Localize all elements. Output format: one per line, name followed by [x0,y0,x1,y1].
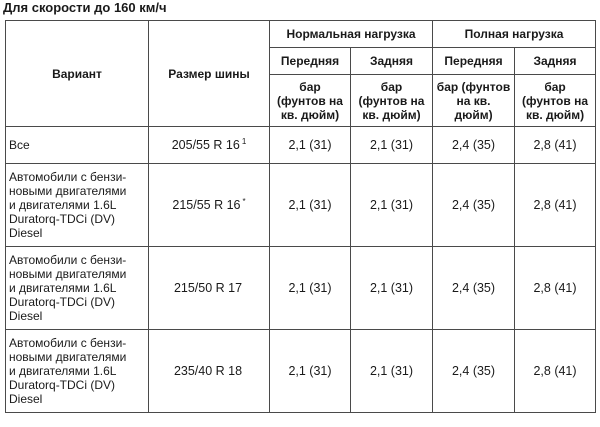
unit-header [515,75,596,127]
pressure-cell: 2,1 (31) [270,127,351,164]
table-row [6,127,596,164]
variant-cell [6,247,149,330]
footnote-mark: 1 [241,137,247,146]
tire-pressure-table [5,20,596,413]
variant-label: Автомобили с бензи- новыми двигателями и двигателями 1.6L Duratorq-TDCi (DV) Diesel [9,253,127,323]
pressure-cell: 2,1 (31) [351,127,433,164]
variant-cell [6,127,149,164]
unit-header [351,75,433,127]
pressure-cell: 2,8 (41) [515,127,596,164]
pressure-cell: 2,1 (31) [270,247,351,330]
pressure-cell: 2,8 (41) [515,330,596,413]
pressure-cell: 2,8 (41) [515,164,596,247]
tire-size-value: 215/55 R 16 [172,198,241,212]
unit-label: бар (фунтов на кв. дюйм) [277,79,343,122]
normal-load-header: Нормальная нагрузка [270,21,433,48]
pressure-cell: 2,1 (31) [351,330,433,413]
unit-header [433,75,515,127]
tire-size-cell [149,330,270,413]
tire-size-header: Размер шины [149,21,270,127]
full-load-header: Полная нагрузка [433,21,596,48]
tire-size-cell [149,247,270,330]
tire-size-value: 205/55 R 16 [171,138,240,152]
pressure-cell: 2,1 (31) [351,164,433,247]
pressure-cell: 2,4 (35) [433,330,515,413]
unit-label: бар (фунтов на кв. дюйм) [436,79,511,122]
pressure-cell: 2,1 (31) [351,247,433,330]
tire-size-value: 215/50 R 17 [173,281,243,295]
variant-label: Автомобили с бензи- новыми двигателями и двигателями 1.6L Duratorq-TDCi (DV) Diesel [9,170,127,240]
full-rear-header: Задняя [515,48,596,75]
table-row [6,164,596,247]
table-row [6,247,596,330]
unit-header [270,75,351,127]
variant-label: Автомобили с бензи- новыми двигателями и двигателями 1.6L Duratorq-TDCi (DV) Diesel [9,336,127,406]
pressure-cell: 2,1 (31) [270,164,351,247]
unit-label: бар (фунтов на кв. дюйм) [358,79,425,122]
tire-size-value: 235/40 R 18 [173,364,243,378]
pressure-cell: 2,1 (31) [270,330,351,413]
footnote-mark: * [242,197,246,206]
tire-size-cell [149,164,270,247]
full-front-header: Передняя [433,48,515,75]
pressure-cell: 2,4 (35) [433,164,515,247]
variant-cell [6,330,149,413]
table-row [6,330,596,413]
pressure-cell: 2,8 (41) [515,247,596,330]
variant-label: Все [9,138,30,152]
variant-cell [6,164,149,247]
tire-size-cell [149,127,270,164]
table-caption: Для скорости до 160 км/ч [3,0,167,15]
pressure-cell: 2,4 (35) [433,247,515,330]
pressure-cell: 2,4 (35) [433,127,515,164]
normal-rear-header: Задняя [351,48,433,75]
normal-front-header: Передняя [270,48,351,75]
variant-header: Вариант [6,21,149,127]
unit-label: бар (фунтов на кв. дюйм) [522,79,588,122]
